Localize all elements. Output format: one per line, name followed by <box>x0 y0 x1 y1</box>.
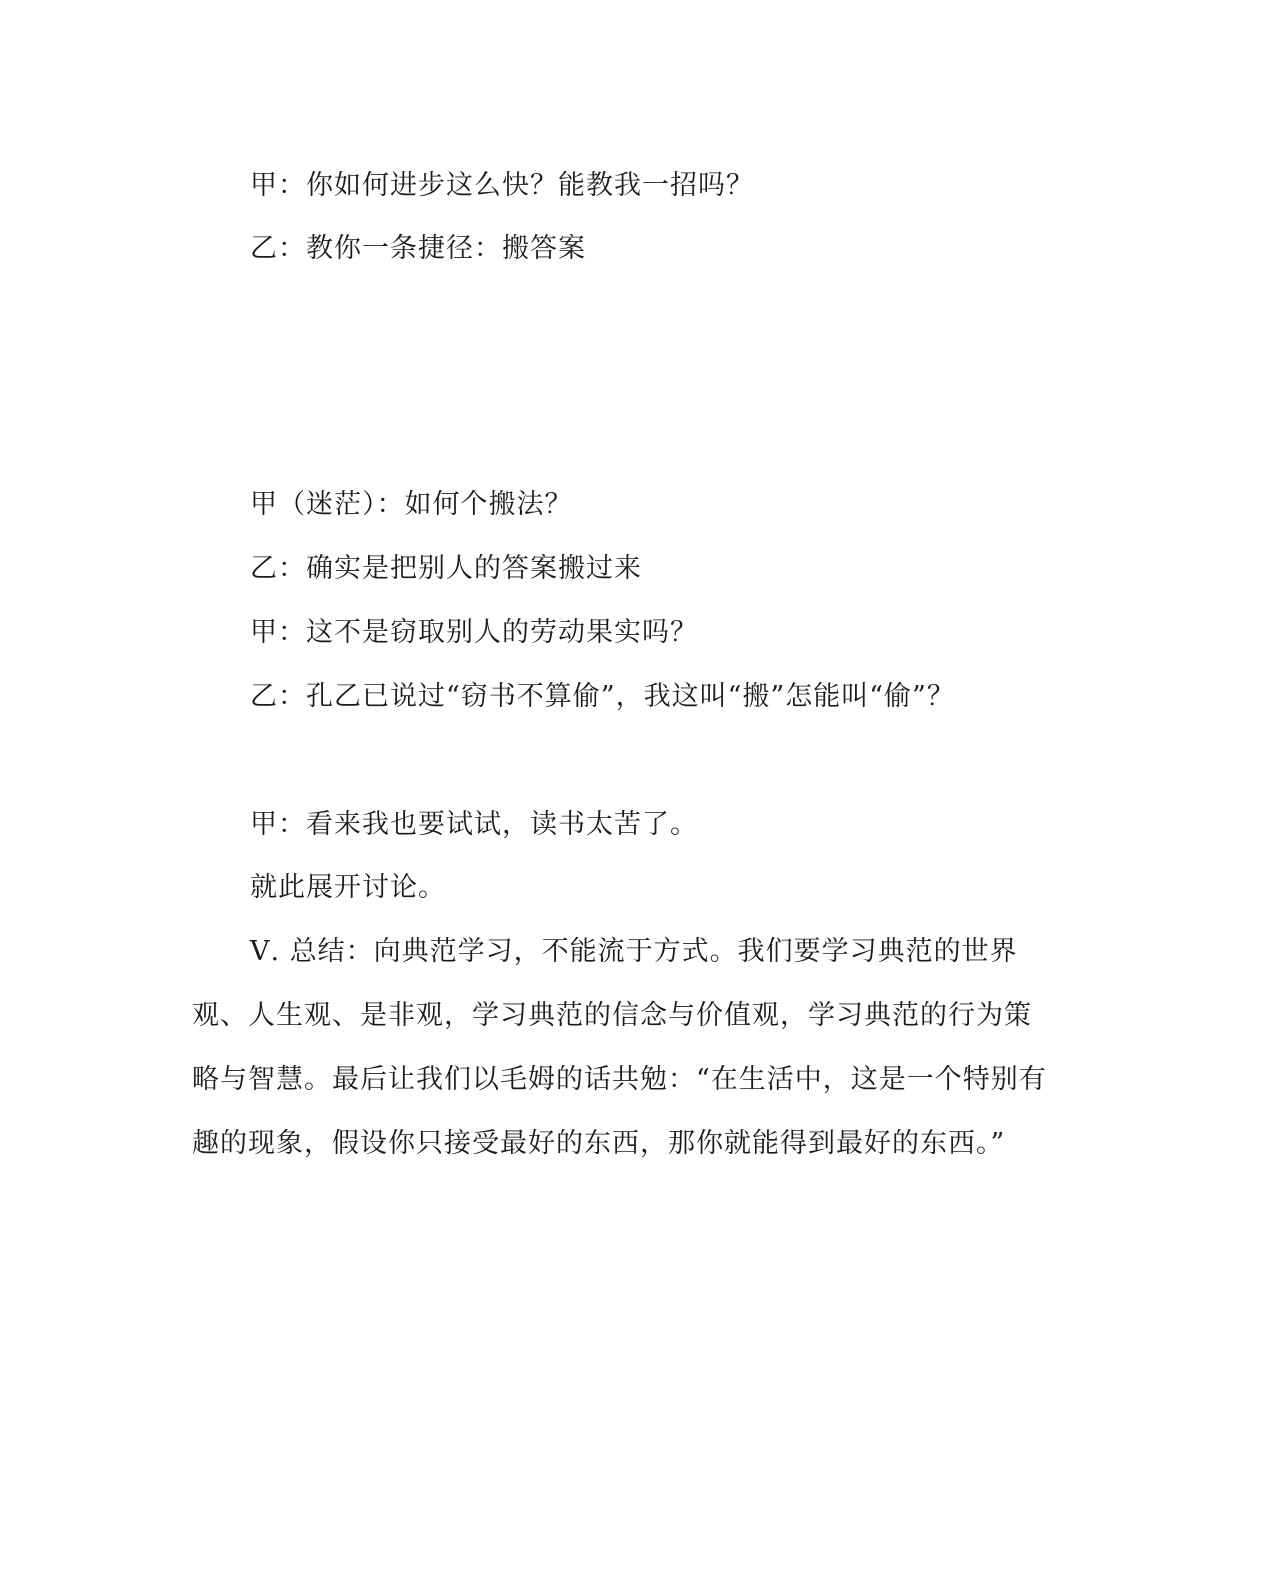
summary-line-4: 趣的现象，假设你只接受最好的东西，那你就能得到最好的东西。” <box>192 1128 1006 1159</box>
dialogue-line-3: 甲（迷茫）：如何个搬法？ <box>250 489 573 520</box>
dialogue-line-7: 甲：看来我也要试试，读书太苦了。 <box>250 809 698 840</box>
summary-line-2: 观、人生观、是非观，学习典范的信念与价值观，学习典范的行为策 <box>192 1000 1032 1031</box>
dialogue-line-5: 甲：这不是窃取别人的劳动果实吗？ <box>250 617 698 648</box>
summary-line-1: Ⅴ. 总结：向典范学习，不能流于方式。我们要学习典范的世界 <box>250 936 1018 967</box>
dialogue-line-1: 甲：你如何进步这么快？能教我一招吗？ <box>250 170 754 201</box>
dialogue-line-2: 乙：教你一条捷径：搬答案 <box>250 233 586 264</box>
summary-line-3: 略与智慧。最后让我们以毛姆的话共勉：“在生活中，这是一个特别有 <box>192 1064 1047 1095</box>
dialogue-line-4: 乙：确实是把别人的答案搬过来 <box>250 553 642 584</box>
dialogue-line-6: 乙：孔乙已说过“窃书不算偷”，我这叫“搬”怎能叫“偷”？ <box>250 681 955 712</box>
discussion-line: 就此展开讨论。 <box>250 872 446 903</box>
